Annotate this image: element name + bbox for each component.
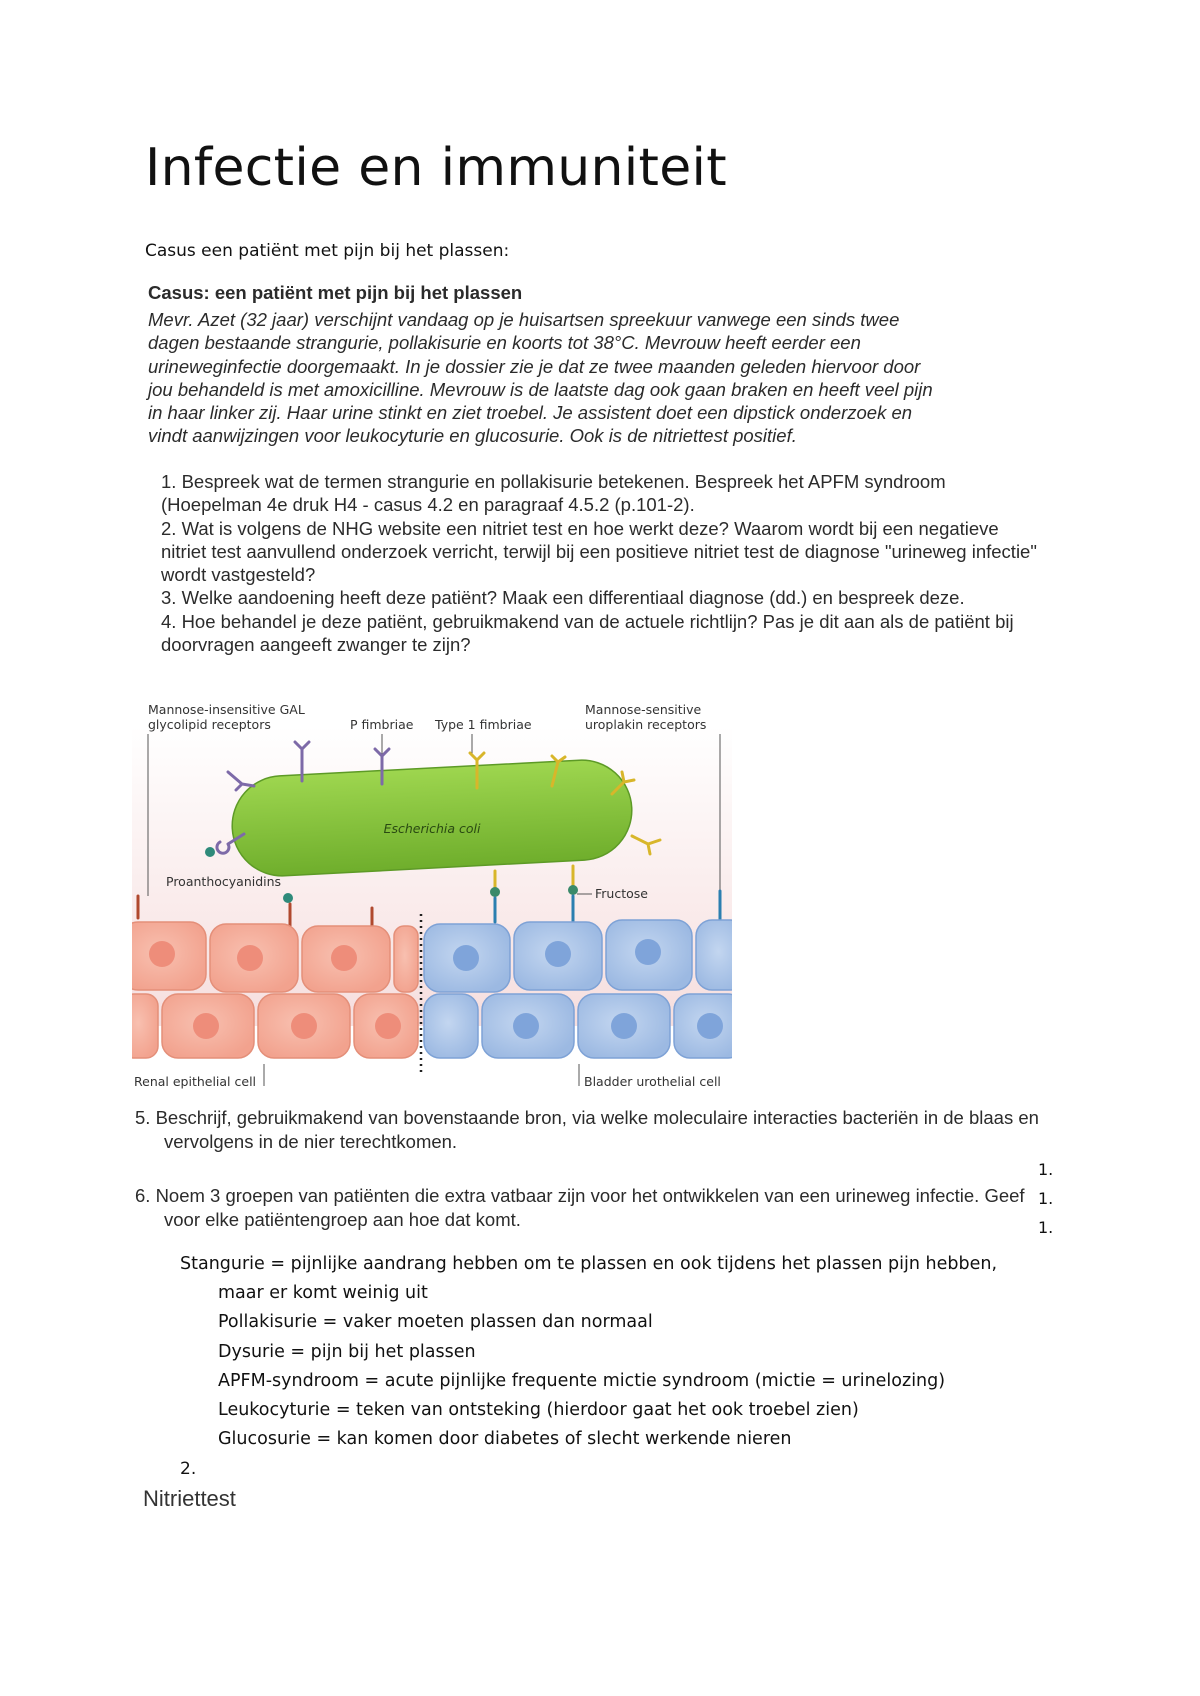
question-item: 1. Bespreek wat de termen strangurie en pollakisurie betekenen. Bespreek het APFM syndroom (Hoepelman 4e druk H4 - casus 4.2 en paragraaf 4.5.2 (p.101-2). <box>161 471 946 516</box>
nucleus <box>331 945 357 971</box>
label-fructose: Fructose <box>595 886 648 901</box>
definitions-list <box>180 1250 1080 1454</box>
label-renal: Renal epithelial cell <box>134 1074 257 1089</box>
definition-item: Leukocyturie = teken van ontsteking (hierdoor gaat het ook troebel zien) <box>218 1400 859 1421</box>
list-number: 1. <box>1038 1189 1054 1208</box>
casus-line: dagen bestaande strangurie, pollakisurie en koorts tot 38°C. Mevrouw heeft eerder een <box>148 332 861 354</box>
nucleus <box>237 945 263 971</box>
casus-line: urineweginfectie doorgemaakt. In je dossier zie je dat ze twee maanden geleden hiervoor door <box>148 355 921 377</box>
definition-item: Glucosurie = kan komen door diabetes of slecht werkende nieren <box>218 1429 792 1450</box>
proanthocyanidin-dot <box>205 847 215 857</box>
nucleus <box>453 945 479 971</box>
nucleus <box>545 941 571 967</box>
label-mannose: Mannose-sensitive <box>585 702 702 717</box>
definition-item: Pollakisurie = vaker moeten plassen dan normaal <box>218 1312 653 1333</box>
proanthocyanidin-dot <box>283 893 293 903</box>
definition-item: maar er komt weinig uit <box>218 1283 428 1304</box>
question-5: 5. Beschrijf, gebruikmakend van bovenstaande bron, via welke moleculaire interacties bacteriën in de blaas en vervolgens in de nier terechtkomen. <box>135 1107 1039 1152</box>
nucleus <box>611 1013 637 1039</box>
question-item: 2. Wat is volgens de NHG website een nitriet test en hoe werkt deze? Waarom wordt bij een negatieve nitriet test aanvullend onderzoek verricht, terwijl bij een positieve nitriet test de diagnose "urineweg infectie" wordt vastgesteld? <box>161 517 1037 586</box>
label-ecoli: Escherichia coli <box>383 821 481 836</box>
question-6: 6. Noem 3 groepen van patiënten die extra vatbaar zijn voor het ontwikkelen van een urineweg infectie. Geef voor elke patiëntengroep aan hoe dat komt. <box>135 1185 1025 1230</box>
casus-line: Mevr. Azet (32 jaar) verschijnt vandaag op je huisartsen spreekuur vanwege een sinds twee <box>148 309 900 330</box>
intro-text: Casus een patiënt met pijn bij het plassen: <box>145 241 510 261</box>
nucleus <box>193 1013 219 1039</box>
label-proanthocyanidins: Proanthocyanidins <box>166 874 282 889</box>
casus-heading: Casus: een patiënt met pijn bij het plassen <box>148 282 523 303</box>
renal-cells <box>132 922 418 1058</box>
casus-line: jou behandeld is met amoxicilline. Mevrouw is de laatste dag ook gaan braken en heeft veel pijn <box>148 378 933 400</box>
definition-item: Stangurie = pijnlijke aandrang hebben om te plassen en ook tijdens het plassen pijn hebben, <box>180 1254 998 1274</box>
nucleus <box>375 1013 401 1039</box>
question-item: 3. Welke aandoening heeft deze patiënt? Maak een differentiaal diagnose (dd.) en bespreek deze. <box>161 587 965 609</box>
nucleus <box>513 1013 539 1039</box>
renal-cell <box>394 926 418 992</box>
nucleus <box>697 1013 723 1039</box>
bladder-cell <box>424 994 478 1058</box>
list-number-2: 2. <box>180 1459 197 1479</box>
definition-item: Dysurie = pijn bij het plassen <box>218 1341 476 1362</box>
label-type1-fimbriae: Type 1 fimbriae <box>435 717 532 732</box>
fructose-dot <box>490 887 500 897</box>
nucleus <box>291 1013 317 1039</box>
renal-cell <box>132 994 158 1058</box>
label-mannose-2: uroplakin receptors <box>585 717 707 732</box>
ecoli-adhesion-figure <box>132 696 732 1092</box>
casus-line: in haar linker zij. Haar urine stinkt en ziet troebel. Je assistent doet een dipstick onderzoek en <box>148 402 913 424</box>
nucleus <box>635 939 661 965</box>
page-title: Infectie en immuniteit <box>145 138 727 198</box>
casus-line: vindt aanwijzingen voor leukocyturie en glucosurie. Ook is de nitriettest positief. <box>148 425 797 447</box>
label-bladder: Bladder urothelial cell <box>584 1074 721 1089</box>
label-gal-2: glycolipid receptors <box>148 717 271 732</box>
section-heading-nitriettest: Nitriettest <box>143 1486 236 1511</box>
ecoli-bacterium <box>230 758 635 879</box>
casus-text <box>148 308 1028 448</box>
definition-item: APFM-syndroom = acute pijnlijke frequente mictie syndroom (mictie = urinelozing) <box>218 1370 946 1391</box>
bladder-cell <box>696 920 732 990</box>
list-number: 1. <box>1038 1160 1054 1179</box>
nucleus <box>149 941 175 967</box>
question-list <box>161 470 1041 656</box>
label-p-fimbriae: P fimbriae <box>350 717 414 732</box>
label-gal: Mannose-insensitive GAL <box>148 702 305 717</box>
question-item: 4. Hoe behandel je deze patiënt, gebruikmakend van de actuele richtlijn? Pas je dit aan als de patiënt bij doorvragen aangeeft zwanger te zijn? <box>161 610 1014 656</box>
list-number: 1. <box>1038 1218 1054 1237</box>
fructose-dot <box>568 885 578 895</box>
